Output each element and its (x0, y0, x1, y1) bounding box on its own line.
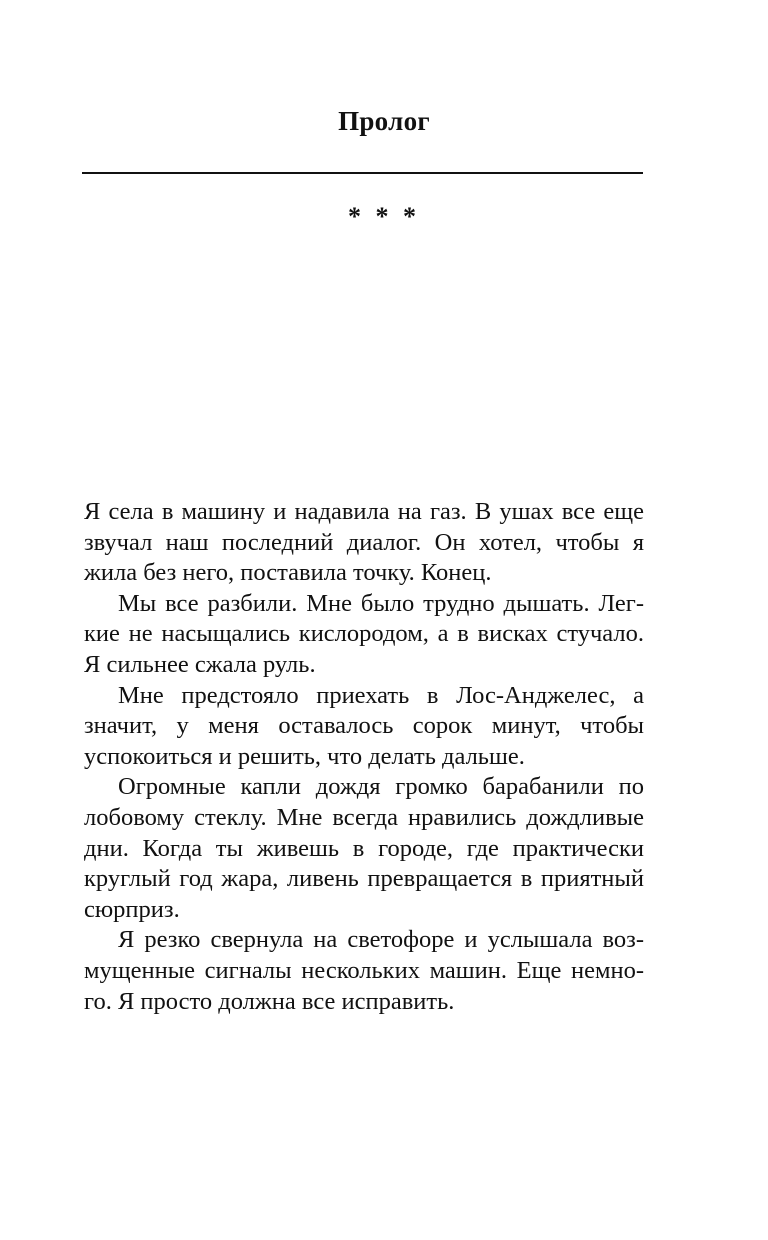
paragraph: Я резко свернула на светофоре и услышала возмущенные сигналы нескольких машин. Еще немного. Я просто должна все исправить. (84, 926, 644, 1015)
title-divider (82, 172, 643, 174)
paragraph: Мы все разбили. Мне было трудно дышать. Легкие не насыщались кислородом, а в висках стучало. Я сильнее сжала руль. (84, 589, 644, 678)
chapter-title: Пролог (338, 106, 430, 136)
paragraph: Мне предстояло приехать в Лос-Анджелес, а значит, у меня оставалось сорок минут, чтобы успокоиться и решить, что делать дальше. (84, 681, 644, 770)
section-separator: * * * (348, 202, 420, 231)
chapter-body (84, 497, 644, 1017)
paragraph: Я села в машину и надавила на газ. В ушах все еще звучал наш последний диалог. Он хотел, чтобы я жила без него, поставила точку. Конец. (84, 498, 644, 587)
paragraph: Огромные капли дождя громко барабанили по лобовому стеклу. Мне всегда нравились дождливые дни. Когда ты живешь в городе, где практически круглый год жара, ливень превращается в приятный сюрприз. (84, 773, 644, 923)
